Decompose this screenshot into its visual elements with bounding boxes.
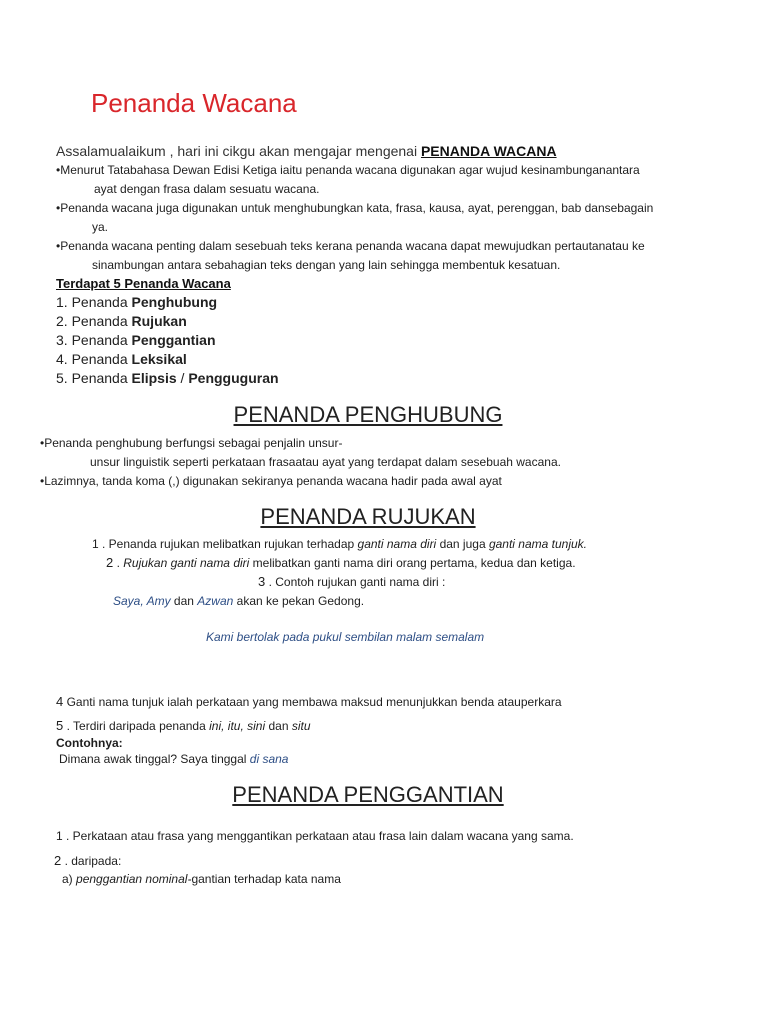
bullet-1-line-2: ayat dengan frasa dalam sesuatu wacana. xyxy=(94,182,320,196)
penghubung-line-1: •Penanda penghubung berfungsi sebagai penjalin unsur- xyxy=(40,436,343,450)
rujukan-example-3 xyxy=(59,752,288,766)
type-item-3 xyxy=(56,332,216,348)
rujukan-text: . Contoh rujukan ganti nama diri : xyxy=(265,575,446,589)
rujukan-text: dan xyxy=(265,719,292,733)
point-number: 2 xyxy=(54,853,62,868)
penghubung-line-3: •Lazimnya, tanda koma (,) digunakan sekiranya penanda wacana hadir pada awal ayat xyxy=(40,474,502,488)
rujukan-term: ini, itu, sini xyxy=(209,719,266,733)
penggantian-point-3 xyxy=(62,872,341,886)
rujukan-text: . Terdiri daripada penanda xyxy=(63,719,210,733)
point-number: 3 xyxy=(258,574,266,589)
type-item-5 xyxy=(56,370,279,386)
type-item-prefix: 3. Penanda xyxy=(56,332,132,348)
point-number: 5 xyxy=(56,718,64,733)
rujukan-text: dan juga xyxy=(436,537,489,551)
type-item-2 xyxy=(56,313,187,329)
example-text: Dimana awak tinggal? Saya tinggal xyxy=(59,752,250,766)
example-pronoun: Azwan xyxy=(197,594,234,608)
intro-text-main: Assalamualaikum , hari ini cikgu akan mengajar mengenai xyxy=(56,143,421,159)
example-pronoun: Saya, Amy xyxy=(113,594,171,608)
bullet-1-line-1: •Menurut Tatabahasa Dewan Edisi Ketiga iaitu penanda wacana digunakan agar wujud kesinambunganantara xyxy=(56,163,640,177)
type-item-name: Rujukan xyxy=(131,313,187,329)
type-item-prefix: 1. Penanda xyxy=(56,294,132,310)
bullet-3-line-2: sinambungan antara sebahagian teks dengan yang lain sehingga membentuk kesatuan. xyxy=(92,258,561,272)
types-heading: Terdapat 5 Penanda Wacana xyxy=(56,276,231,291)
rujukan-text: Ganti nama tunjuk ialah perkataan yang membawa maksud menunjukkan benda atauperkara xyxy=(63,695,562,709)
bullet-2-line-1: •Penanda wacana juga digunakan untuk menghubungkan kata, frasa, kausa, ayat, perenggan, bab dansebagain xyxy=(56,201,654,215)
type-item-prefix: 5. Penanda xyxy=(56,370,132,386)
bullet-3-line-1: •Penanda wacana penting dalam sesebuah teks kerana penanda wacana dapat mewujudkan pertautanatau ke xyxy=(56,239,645,253)
intro-text xyxy=(56,143,557,159)
example-pronoun: di sana xyxy=(249,752,289,766)
rujukan-point-4 xyxy=(56,694,562,709)
point-number: 2 xyxy=(106,555,114,570)
rujukan-text: . xyxy=(113,556,124,570)
penghubung-line-2: unsur linguistik seperti perkataan frasaatau ayat yang terdapat dalam sesebuah wacana. xyxy=(90,455,561,469)
bullet-2-line-2: ya. xyxy=(92,220,109,234)
section-heading-penghubung: PENANDA PENGHUBUNG xyxy=(233,402,503,427)
rujukan-example-1 xyxy=(113,594,364,608)
type-item-name: Leksikal xyxy=(131,351,187,367)
example-text: dan xyxy=(170,594,198,608)
rujukan-point-1 xyxy=(92,537,587,551)
type-item-prefix: 2. Penanda xyxy=(56,313,132,329)
rujukan-text: 1 . Penanda rujukan melibatkan rujukan terhadap xyxy=(92,537,358,551)
rujukan-example-2: Kami bertolak pada pukul sembilan malam semalam xyxy=(206,630,485,644)
penggantian-point-1: 1 . Perkataan atau frasa yang menggantikan perkataan atau frasa lain dalam wacana yang sama. xyxy=(56,829,574,843)
type-item-name: Elipsis xyxy=(131,370,177,386)
point-number: 4 xyxy=(56,694,64,709)
type-item-1 xyxy=(56,294,217,310)
penggantian-point-2 xyxy=(54,853,121,868)
type-item-name-2: Pengguguran xyxy=(188,370,279,386)
penggantian-term: penggantian nominal- xyxy=(76,872,192,886)
rujukan-term: ganti nama diri xyxy=(357,537,437,551)
rujukan-term: situ xyxy=(291,719,311,733)
page-title: Penanda Wacana xyxy=(91,88,297,118)
example-text: akan ke pekan Gedong. xyxy=(233,594,365,608)
type-item-separator: / xyxy=(176,370,189,386)
rujukan-term: Rujukan ganti nama diri xyxy=(123,556,250,570)
section-heading-penggantian: PENANDA PENGGANTIAN xyxy=(232,782,504,807)
type-item-name: Penggantian xyxy=(131,332,216,348)
penggantian-text: . daripada: xyxy=(61,854,122,868)
section-heading-rujukan: PENANDA RUJUKAN xyxy=(260,504,476,529)
example-label: Contohnya: xyxy=(56,736,123,750)
rujukan-text: melibatkan ganti nama diri orang pertama, kedua dan ketiga. xyxy=(249,556,576,570)
type-item-prefix: 4. Penanda xyxy=(56,351,132,367)
penggantian-text: gantian terhadap kata nama xyxy=(191,872,341,886)
rujukan-point-3 xyxy=(258,574,445,589)
type-item-name: Penghubung xyxy=(131,294,218,310)
intro-emphasis: PENANDA WACANA xyxy=(420,143,557,159)
penggantian-text: a) xyxy=(62,872,77,886)
type-item-4 xyxy=(56,351,187,367)
rujukan-point-5 xyxy=(56,718,311,733)
rujukan-point-2 xyxy=(106,555,576,570)
rujukan-term: ganti nama tunjuk. xyxy=(488,537,588,551)
